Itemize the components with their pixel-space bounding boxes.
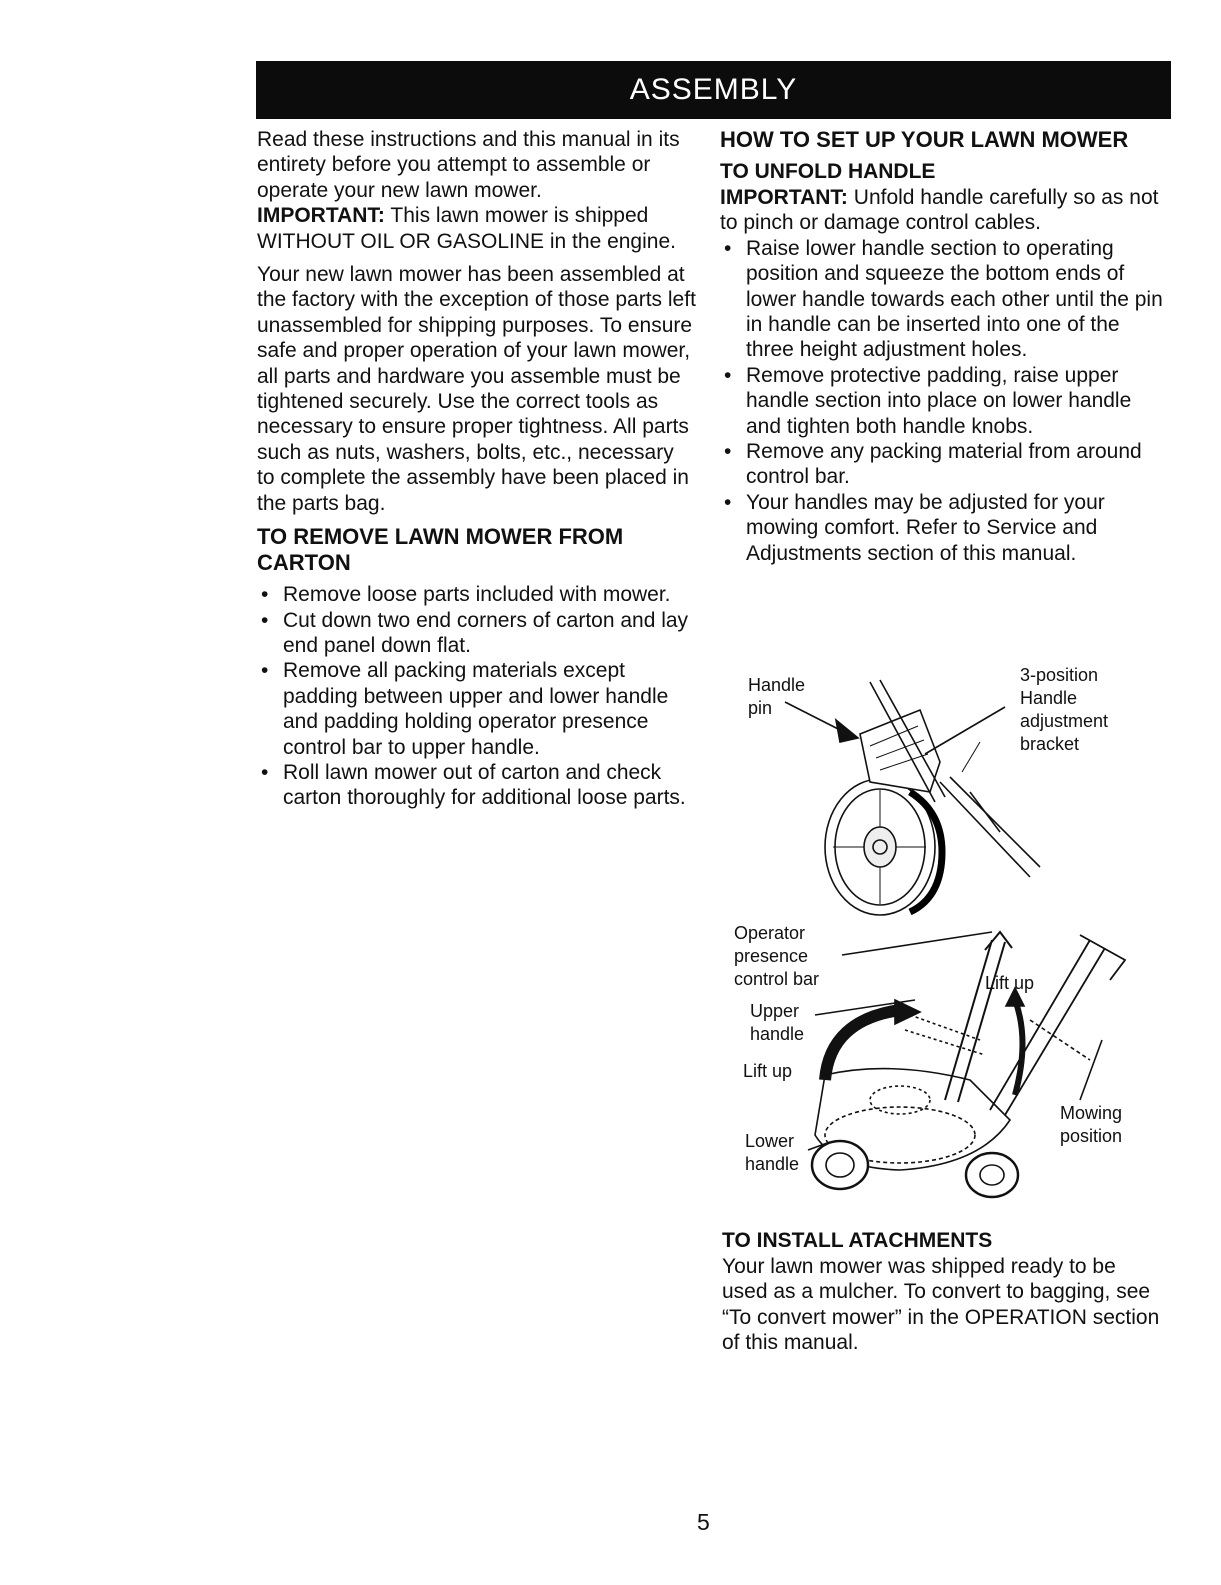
handle-pin-label: Handle pin [748,675,806,718]
install-paragraph: Your lawn mower was shipped ready to be used as a mulcher. To convert to bagging, see “To convert mower” in the OPERATION section of this manual. [722,1255,1160,1355]
unfold-steps-list [720,236,1165,566]
important-note [257,203,697,254]
remove-steps-list [257,582,697,811]
list-item: • Roll lawn mower out of carton and check carton thoroughly for additional loose parts. [257,760,697,811]
important-label: IMPORTANT: [257,204,385,228]
list-item: • Remove any packing material from around control bar. [720,439,1165,490]
list-item: • Your handles may be adjusted for your mowing comfort. Refer to Service and Adjustments section of this manual. [720,490,1165,566]
mowing-position-label: Mowing position [1060,1103,1123,1146]
intro-paragraph: Read these instructions and this manual in its entirety before you attempt to assemble or operate your new lawn mower. [257,128,680,202]
handle-bracket-figure [730,662,1160,917]
list-item: • Cut down two end corners of carton and lay end panel down flat. [257,608,697,659]
list-item: • Remove loose parts included with mower. [257,582,697,607]
operator-presence-label: Operator presence control bar [734,923,820,989]
setup-heading: HOW TO SET UP YOUR LAWN MOWER [720,127,1129,152]
assembly-banner [256,61,1171,119]
page-title: ASSEMBLY [629,73,798,106]
install-section [722,1228,1162,1356]
important-label: IMPORTANT: [720,186,848,209]
assembled-paragraph: Your new lawn mower has been assembled at the factory with the exception of those parts left unassembled for shipping purposes. To ensure safe and proper operation of your lawn mower, all parts and hardware you assemble must be tightened securely. Use the correct tools as necessary to ensure proper tightness. All parts such as nuts, washers, bolts, etc., necessary to complete the assembly have been placed in the parts bag. [257,263,696,515]
install-heading: TO INSTALL ATACHMENTS [722,1229,993,1252]
remove-heading: TO REMOVE LAWN MOWER FROM CARTON [257,524,624,576]
list-item: • Remove protective padding, raise upper handle section into place on lower handle and tighten both handle knobs. [720,363,1165,439]
lift-up-right-label: Lift up [985,973,1035,993]
mowing-position-figure [730,920,1160,1210]
important-text: Unfold handle carefully so as not to pinch or damage control cables. [720,186,1159,235]
left-column [257,127,697,811]
important-text: This lawn mower is shipped WITHOUT OIL OR GASOLINE in the engine. [257,204,676,253]
page-number: 5 [697,1509,710,1535]
unfold-heading: TO UNFOLD HANDLE [720,160,936,183]
right-column [720,127,1165,566]
unfold-important-note [720,185,1165,236]
list-item: • Remove all packing materials except padding between upper and lower handle and padding holding operator presence control bar to upper handle. [257,658,697,760]
bracket-label: 3-position Handle adjustment bracket [1020,665,1109,754]
lift-up-left-label: Lift up [743,1061,793,1081]
upper-handle-label: Upper handle [750,1001,805,1044]
lower-handle-label: Lower handle [745,1131,800,1174]
list-item: • Raise lower handle section to operating position and squeeze the bottom ends of lower handle towards each other until the pin in handle can be inserted into one of the three height adjustment holes. [720,236,1165,363]
